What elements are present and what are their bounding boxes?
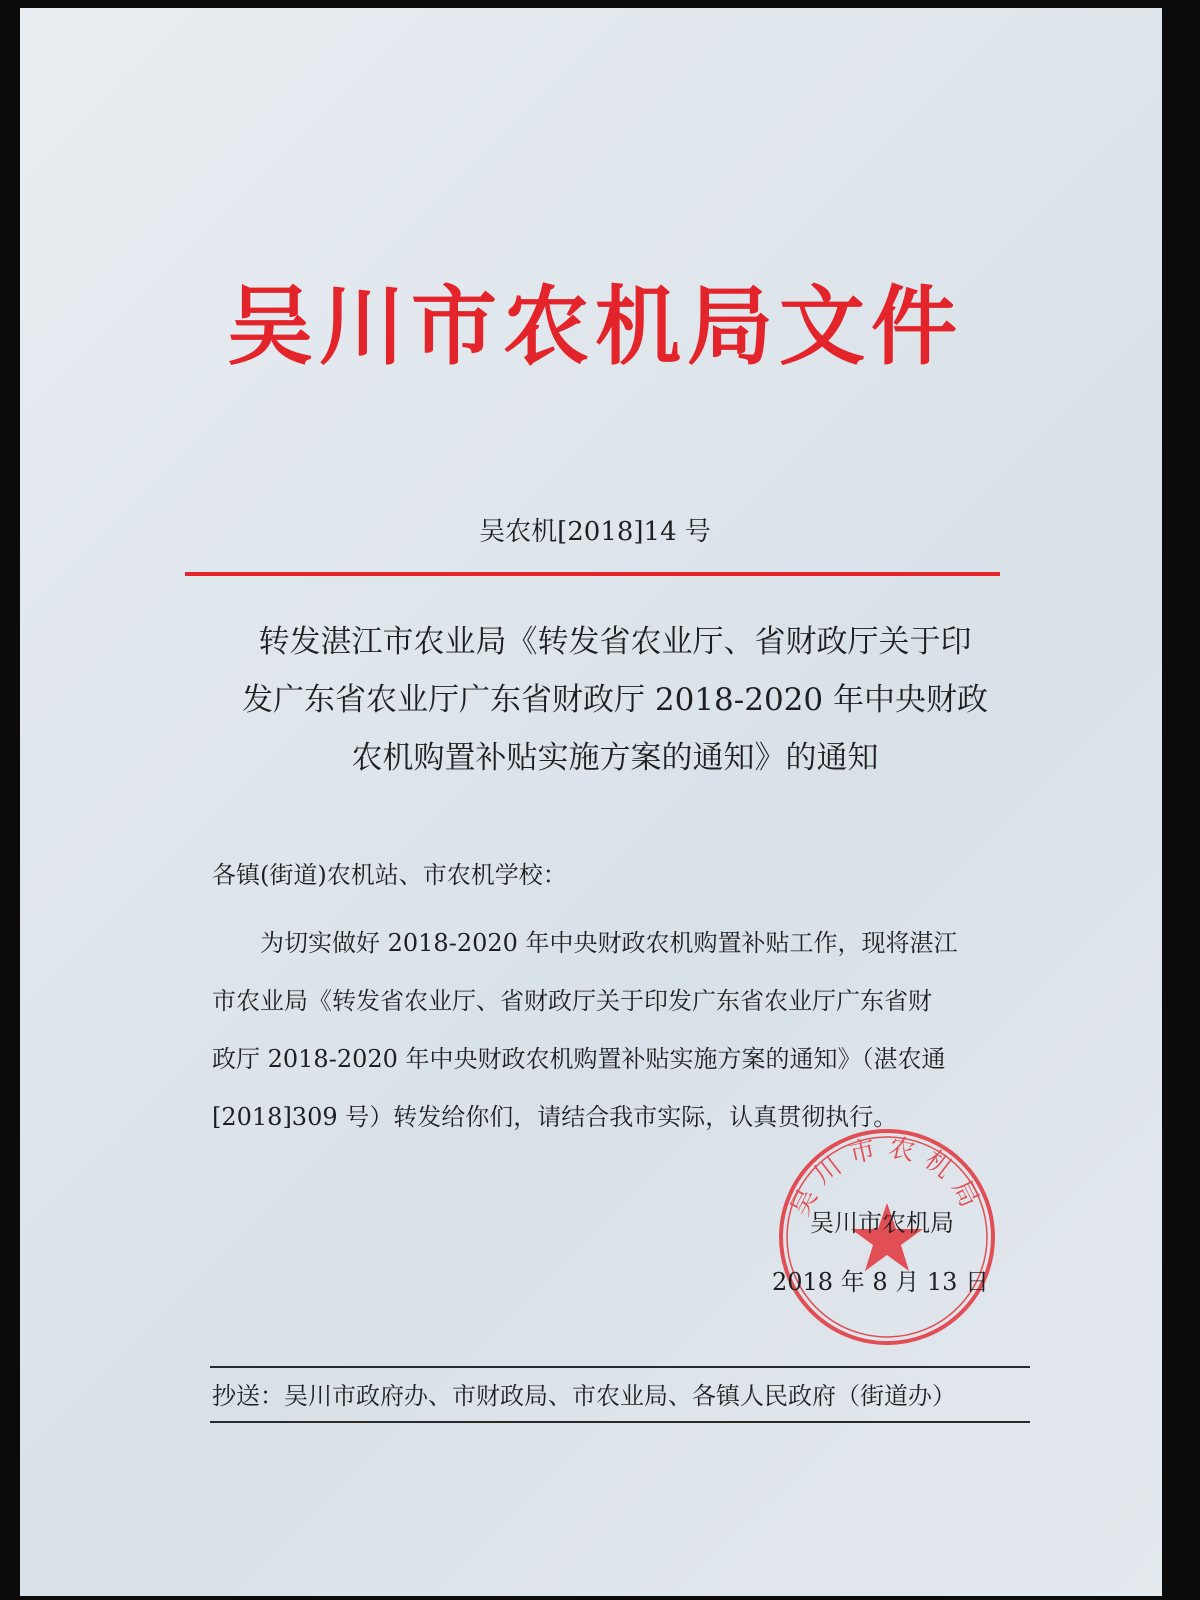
subject-line: 转发湛江市农业局《转发省农业厅、省财政厅关于印 — [258, 624, 972, 660]
document-page — [20, 8, 1162, 1596]
body-line: [2018]309 号）转发给你们，请结合我市实际，认真贯彻执行。 — [212, 1103, 898, 1131]
document-subject — [215, 613, 1015, 787]
salutation: 各镇(街道)农机站、市农机学校： — [212, 861, 567, 889]
signature-organization: 吴川市农机局 — [810, 1209, 954, 1237]
body-line: 政厅 2018-2020 年中央财政农机购置补贴实施方案的通知》（湛农通 — [212, 1045, 946, 1073]
cc-bottom-rule — [210, 1421, 1030, 1423]
cc-top-rule — [210, 1366, 1030, 1368]
body-line: 为切实做好 2018-2020 年中央财政农机购置补贴工作，现将湛江 — [260, 929, 958, 957]
seal-text: 吴川市农机局 — [785, 1132, 989, 1221]
subject-line: 农机购置补贴实施方案的通知》的通知 — [351, 740, 879, 776]
header-red-divider — [185, 572, 1000, 576]
cc-recipients: 抄送：吴川市政府办、市财政局、市农业局、各镇人民政府（街道办） — [212, 1382, 956, 1410]
body-line: 市农业局《转发省农业厅、省财政厅关于印发广东省农业厅广东省财 — [212, 987, 932, 1015]
document-date: 2018 年 8 月 13 日 — [772, 1268, 990, 1296]
document-number: 吴农机[2018]14 号 — [479, 517, 711, 547]
document-body — [212, 914, 1032, 1146]
document-header-title: 吴川市农机局文件 — [227, 277, 963, 377]
subject-line: 发广东省农业厅广东省财政厅 2018-2020 年中央财政 — [242, 682, 988, 718]
